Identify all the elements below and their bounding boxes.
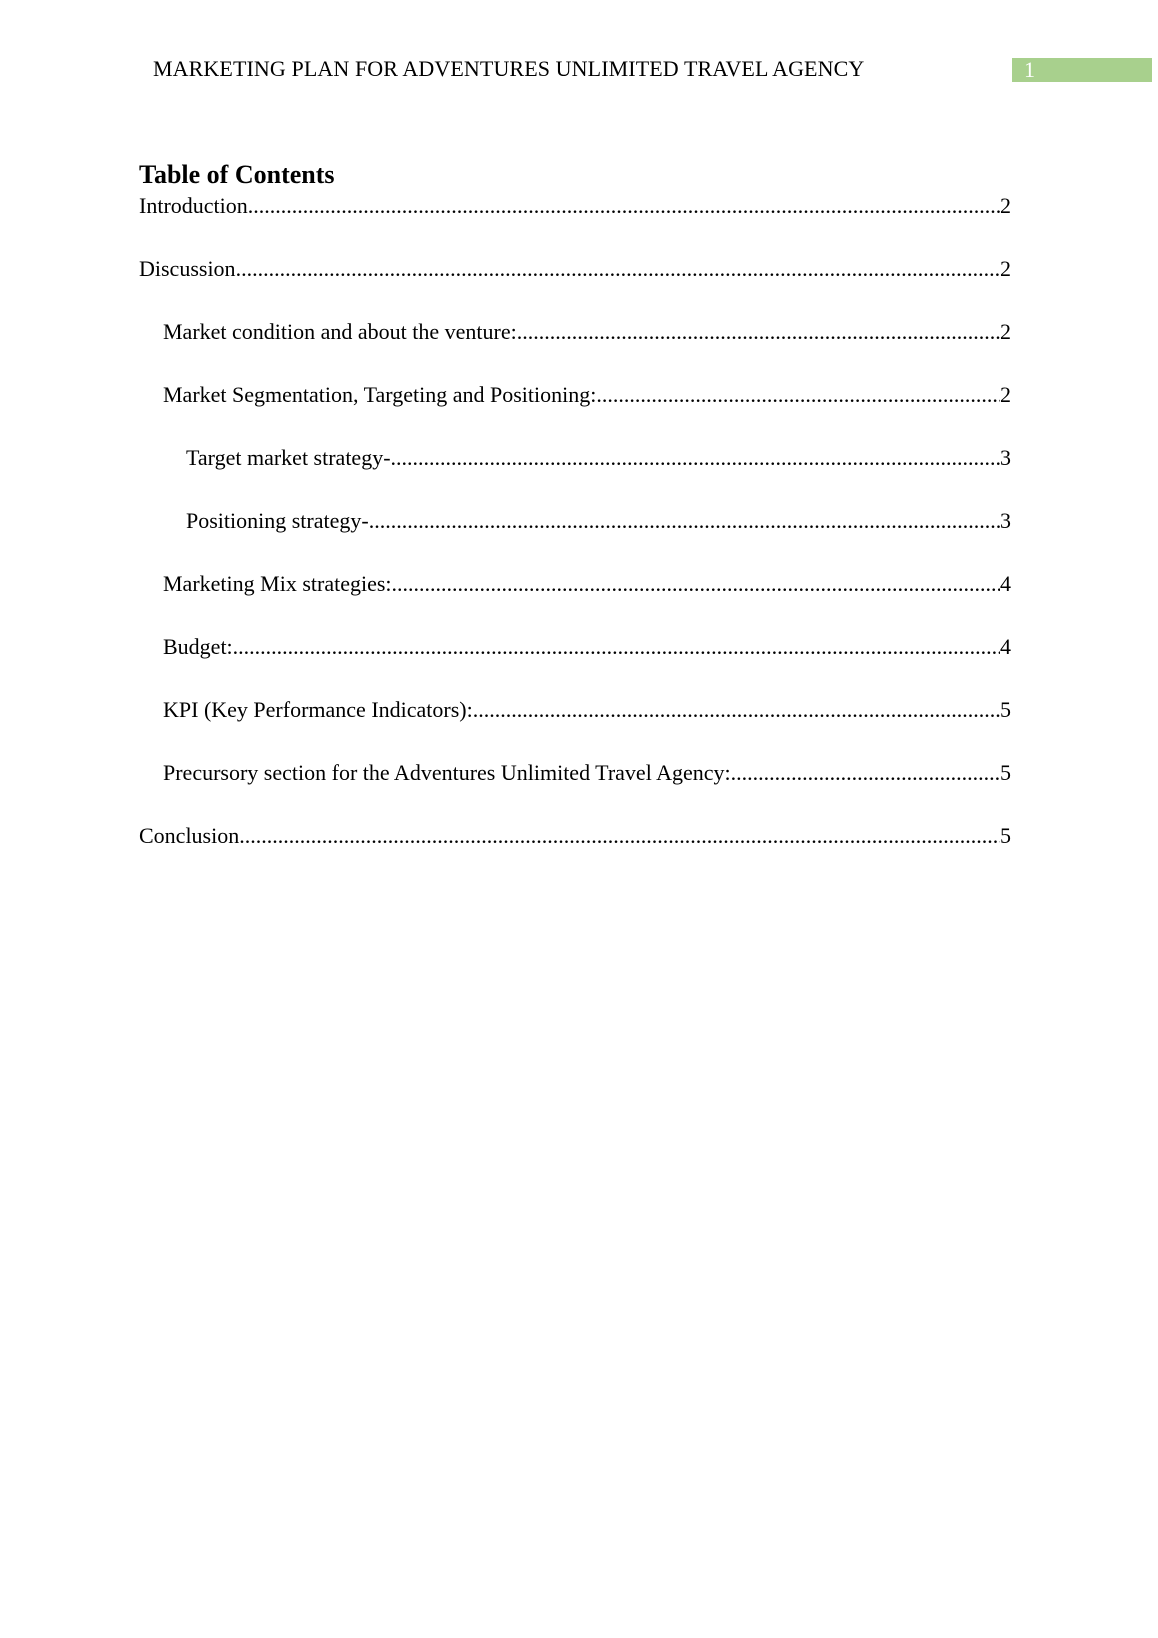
running-header-title: MARKETING PLAN FOR ADVENTURES UNLIMITED TRAVEL AGENCY — [153, 56, 865, 81]
toc-dot-leader — [239, 823, 1000, 849]
toc-entry-label: Market condition and about the venture: — [163, 319, 517, 344]
toc-entry-label: Market Segmentation, Targeting and Positioning: — [163, 382, 597, 407]
toc-dot-leader — [392, 571, 1000, 597]
toc-entry-budget[interactable] — [139, 634, 1011, 697]
toc-entry-label: Marketing Mix strategies: — [163, 571, 392, 596]
toc-entry-page: 5 — [1000, 760, 1011, 785]
toc-entry-label: Introduction — [139, 193, 248, 218]
toc-entry-page: 2 — [1000, 256, 1011, 281]
page-number-badge — [1012, 58, 1152, 82]
toc-entry-page: 2 — [1000, 319, 1011, 344]
toc-entry-label: Positioning strategy- — [186, 508, 369, 533]
toc-entry-page: 3 — [1000, 508, 1011, 533]
toc-entry-market-segmentation[interactable] — [139, 382, 1011, 445]
toc-entry-precursory-section[interactable] — [139, 760, 1011, 823]
toc-entry-marketing-mix[interactable] — [139, 571, 1011, 634]
toc-dot-leader — [233, 634, 1000, 660]
toc-entry-page: 3 — [1000, 445, 1011, 470]
toc-heading: Table of Contents — [139, 160, 335, 189]
table-of-contents — [139, 193, 1011, 886]
toc-dot-leader — [391, 445, 1000, 471]
toc-dot-leader — [473, 697, 1000, 723]
toc-entry-label: Budget: — [163, 634, 233, 659]
page-number: 1 — [1024, 57, 1035, 82]
toc-entry-page: 4 — [1000, 571, 1011, 596]
toc-entry-label: Discussion — [139, 256, 236, 281]
toc-entry-page: 4 — [1000, 634, 1011, 659]
toc-entry-label: Precursory section for the Adventures Unlimited Travel Agency: — [163, 760, 731, 785]
toc-entry-discussion[interactable] — [139, 256, 1011, 319]
toc-entry-target-market-strategy[interactable] — [139, 445, 1011, 508]
toc-entry-page: 2 — [1000, 193, 1011, 218]
toc-entry-positioning-strategy[interactable] — [139, 508, 1011, 571]
toc-dot-leader — [248, 193, 1000, 219]
toc-entry-label: Target market strategy- — [186, 445, 391, 470]
toc-entry-label: KPI (Key Performance Indicators): — [163, 697, 473, 722]
toc-entry-page: 2 — [1000, 382, 1011, 407]
toc-dot-leader — [731, 760, 1000, 786]
toc-dot-leader — [596, 382, 1000, 408]
toc-entry-page: 5 — [1000, 697, 1011, 722]
toc-dot-leader — [369, 508, 1000, 534]
toc-entry-market-condition[interactable] — [139, 319, 1011, 382]
toc-entry-label: Conclusion — [139, 823, 240, 848]
toc-dot-leader — [517, 319, 1000, 345]
toc-entry-conclusion[interactable] — [139, 823, 1011, 886]
toc-dot-leader — [236, 256, 1000, 282]
toc-entry-introduction[interactable] — [139, 193, 1011, 256]
toc-entry-page: 5 — [1000, 823, 1011, 848]
toc-entry-kpi[interactable] — [139, 697, 1011, 760]
